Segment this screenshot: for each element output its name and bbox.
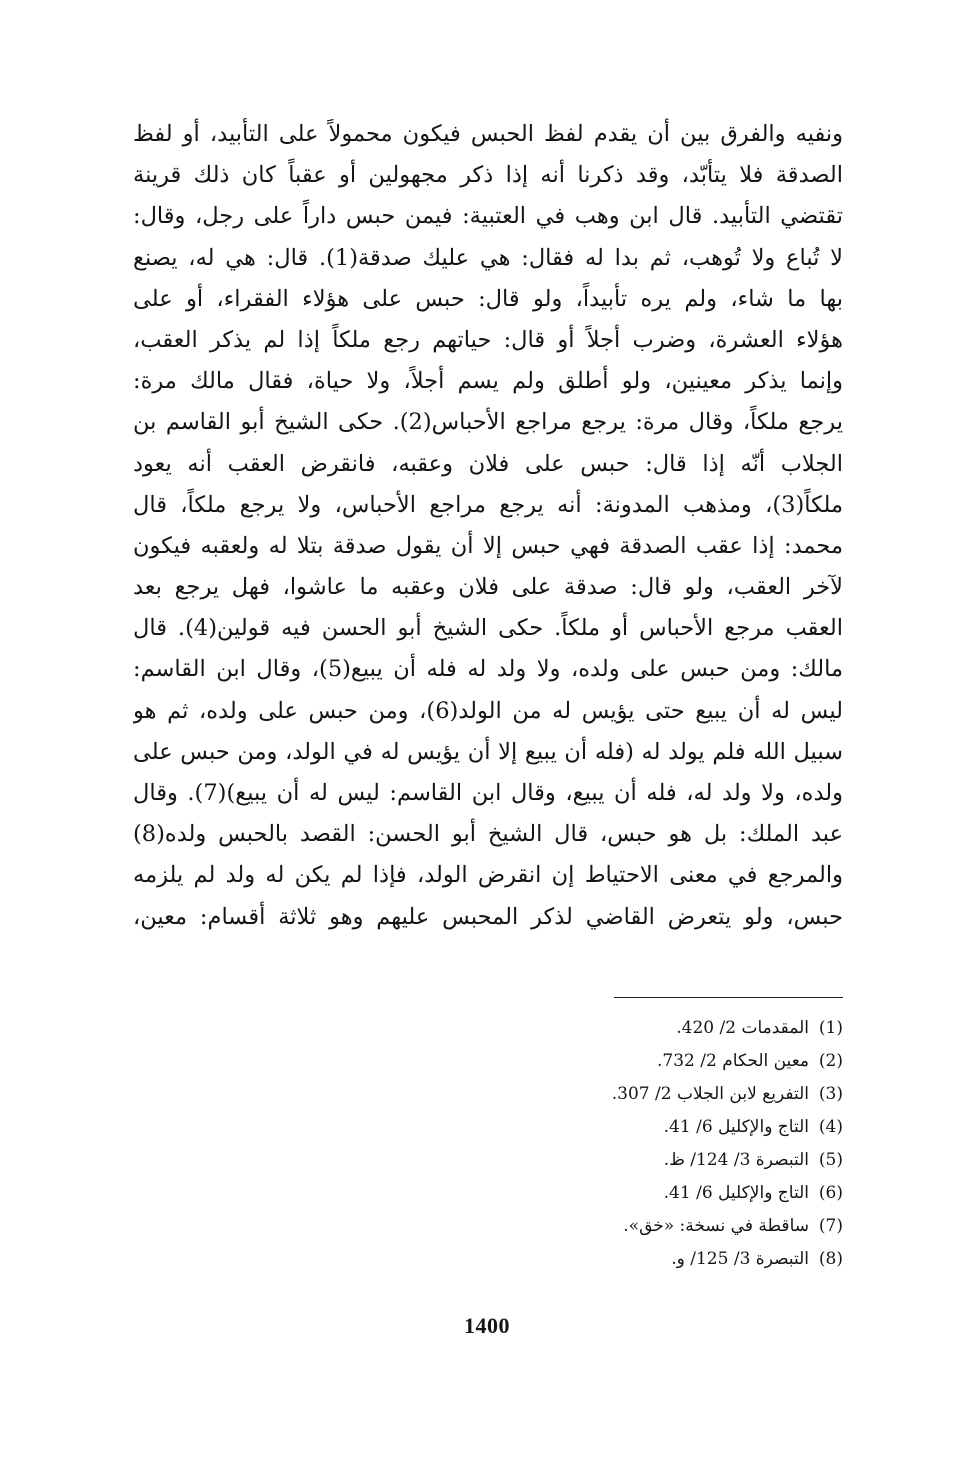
footnote-text: التبصرة 3/ 124/ ظ. [663,1150,809,1170]
footnotes-list [423,1012,843,1276]
text-line: الجلاب أنّه إذا قال: حبس على فلان وعقبه، فانقرض العقب أنه يعود [133,450,843,477]
footnote-item [423,1078,843,1111]
footnote-number: (4) [818,1117,843,1137]
text-line: ونفيه والفرق بين أن يقدم لفظ الحبس فيكون محمولاً على التأبيد، أو لفظ [133,121,843,147]
text-line: هؤلاء العشرة، وضرب أجلاً أو قال: حياتهم رجع ملكاً إذا لم يذكر العقب، [133,326,843,353]
footnote-text: التاج والإكليل 6/ 41. [663,1183,809,1203]
footnote-number: (5) [818,1150,843,1170]
footnote-number: (3) [818,1084,843,1104]
text-line: محمد: إذا عقب الصدقة فهي حبس إلا أن يقول صدقة بتلا له ولعقبه فيكون [133,532,843,559]
footnote-item [423,1177,843,1210]
text-line: لا تُباع ولا تُوهب، ثم بدا له فقال: هي عليك صدقة(1). قال: هي له، يصنع [133,244,843,271]
footnote-item [423,1012,843,1045]
footnote-item [423,1111,843,1144]
text-line: والمرجع في معنى الاحتياط إن انقرض الولد، فإذا لم يكن له ولد لم يلزمه [133,862,843,889]
text-line: لآخر العقب، ولو قال: صدقة على فلان وعقبه ما عاشوا، فهل يرجع بعد [133,574,843,601]
footnote-number: (6) [818,1183,843,1203]
footnote-number: (1) [818,1018,843,1038]
text-line: بها ما شاء، ولم يره تأبيداً، ولو قال: حبس على هؤلاء الفقراء، أو على [133,285,843,312]
page-number: 1400 [464,1313,510,1338]
text-line: مالك: ومن حبس على ولده، ولا ولد له فله أن يبيع(5)، وقال ابن القاسم: [133,656,843,683]
text-line: ملكاً(3)، ومذهب المدونة: أنه يرجع مراجع الأحباس، ولا يرجع ملكاً، قال [133,491,843,518]
text-line: عبد الملك: بل هو حبس، قال الشيخ أبو الحسن: القصد بالحبس ولده(8) [133,821,843,848]
footnote-text: التفريع لابن الجلاب 2/ 307. [611,1084,809,1104]
footnote-text: معين الحكام 2/ 732. [657,1051,809,1071]
footnote-item [423,1045,843,1078]
footnote-item [423,1210,843,1243]
footnote-text: التاج والإكليل 6/ 41. [663,1117,809,1137]
text-line: ليس له أن يبيع حتى يؤيس له من الولد(6)، ومن حبس على ولده، ثم هو [133,697,843,724]
text-line: الصدقة فلا يتأبّد، وقد ذكرنا أنه إذا ذكر مجهولين أو عقباً كان ذلك قرينة [133,162,843,189]
text-line: العقب مرجع الأحباس أو ملكاً. حكى الشيخ أبو الحسن فيه قولين(4). قال [133,615,843,642]
footnote-item [423,1243,843,1276]
text-line: حبس، ولو يتعرض القاضي لذكر المحبس عليهم وهو ثلاثة أقسام: معين، [133,903,843,930]
text-line: سبيل الله فلم يولد له (فله أن يبيع إلا أن يؤيس له في الولد، ومن حبس على [133,738,843,765]
text-line: تقتضي التأبيد. قال ابن وهب في العتبية: فيمن حبس داراً على رجل، وقال: [133,203,843,230]
footnote-text: التبصرة 3/ 125/ و. [671,1249,809,1269]
text-line: ولده، ولا ولد له، فله أن يبيع، وقال ابن القاسم: ليس له أن يبيع)(7). وقال [133,780,843,806]
footnote-number: (7) [818,1216,843,1236]
footnote-text: ساقطة في نسخة: «خق». [623,1216,809,1236]
footnote-number: (8) [818,1249,843,1269]
text-line: وإنما يذكر معينين، ولو أطلق ولم يسم أجلاً، ولا حياة، فقال مالك مرة: [133,368,843,395]
footnote-text: المقدمات 2/ 420. [676,1018,809,1038]
text-line: يرجع ملكاً، وقال مرة: يرجع مراجع الأحباس(2). حكى الشيخ أبو القاسم بن [133,409,843,436]
main-text [133,114,843,938]
footnote-number: (2) [818,1051,843,1071]
footnote-item [423,1144,843,1177]
footnote-divider [614,997,843,998]
